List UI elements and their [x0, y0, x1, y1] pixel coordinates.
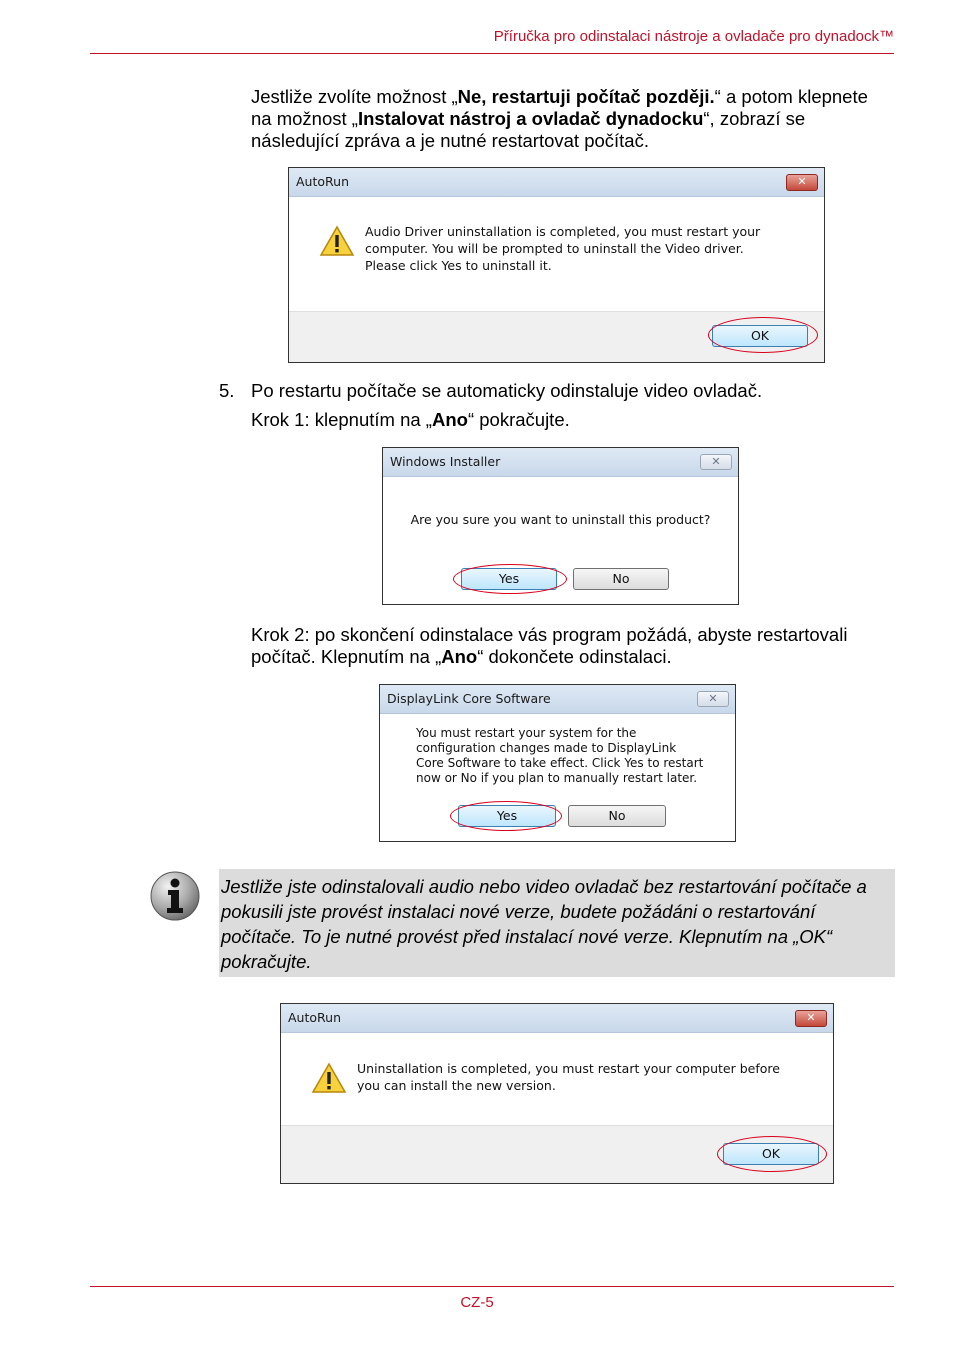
dialog-body [289, 197, 824, 312]
close-icon[interactable]: ✕ [786, 174, 818, 191]
dialog-title: AutoRun [296, 174, 349, 189]
krok2-bold: Ano [441, 646, 478, 667]
highlight-ring [450, 801, 562, 831]
dialog-title: DisplayLink Core Software [387, 691, 551, 706]
dialog-body [281, 1033, 833, 1126]
header-rule [90, 53, 894, 54]
dialog-message: Audio Driver uninstallation is completed, you must restart your computer. You will be prompted to uninstall the Video driver. Please click Yes to uninstall it. [365, 224, 761, 273]
autorun-dialog-1 [288, 167, 825, 363]
intro-bold-option-2: Instalovat nástroj a ovladač dynadocku [357, 108, 704, 129]
intro-bold-option-1: Ne, restartuji počítač později. [457, 86, 715, 107]
dialog-titlebar [281, 1004, 833, 1033]
dialog-body [380, 714, 735, 841]
info-icon [149, 870, 201, 922]
step-number: 5. [219, 380, 235, 401]
dialog-message: Uninstallation is completed, you must restart your computer before you can install the new version. [357, 1061, 780, 1093]
highlight-ring [453, 564, 567, 594]
intro-text-1: Jestliže zvolíte možnost „ [251, 86, 458, 107]
close-icon[interactable]: ✕ [697, 691, 729, 707]
intro-text-2: “ a potom klepnete na možnost „ [251, 86, 868, 129]
footer-rule [90, 1286, 894, 1287]
note-text: Jestliže jste odinstalovali audio nebo video ovladač bez restartování počítače a pokusili jste provést instalaci nové verze, budete požádáni o restartování počítače. To je nutné provést před instalací nové verze. Klepnutím na „OK“ pokračujte. [221, 876, 867, 972]
close-icon[interactable]: ✕ [795, 1010, 827, 1027]
highlight-ring [708, 317, 818, 353]
intro-text-3: “, zobrazí se následující zpráva a je nutné restartovat počítač. [251, 108, 806, 151]
warning-icon [319, 225, 355, 257]
dialog-message: You must restart your system for the configuration changes made to DisplayLink Core Software to take effect. Click Yes to restart now or No if you plan to manually restart later. [416, 726, 704, 785]
dialog-title: AutoRun [288, 1010, 341, 1025]
no-button[interactable]: No [568, 805, 666, 827]
ok-button[interactable]: OK [723, 1143, 819, 1165]
ok-button[interactable]: OK [712, 325, 808, 347]
dialog-titlebar [380, 685, 735, 714]
dialog-title: Windows Installer [390, 454, 501, 469]
dialog-button-bar [289, 311, 824, 362]
krok1-bold: Ano [431, 409, 468, 430]
warning-icon [311, 1062, 347, 1094]
dialog-message: Are you sure you want to uninstall this product? [410, 512, 711, 527]
krok2-text-1: Krok 2: po skončení odinstalace vás program požádá, abyste restartovali počítač. Klepnutím na „ [251, 624, 848, 667]
yes-button[interactable]: Yes [458, 805, 556, 827]
dialog-body [383, 477, 738, 604]
step5-text: Po restartu počítače se automaticky odinstaluje video ovladač. [251, 380, 763, 401]
highlight-ring [717, 1136, 827, 1172]
displaylink-dialog [379, 684, 736, 842]
krok1-paragraph [251, 409, 871, 431]
dialog-titlebar [383, 448, 738, 477]
krok1-text-1: Krok 1: klepnutím na „ [251, 409, 432, 430]
krok1-text-2: “ pokračujte. [467, 409, 570, 430]
windows-installer-dialog [382, 447, 739, 605]
close-icon[interactable]: ✕ [700, 454, 732, 470]
page-number: CZ-5 [460, 1294, 494, 1311]
dialog-titlebar [289, 168, 824, 197]
yes-button[interactable]: Yes [461, 568, 557, 590]
header-title: Příručka pro odinstalaci nástroje a ovladače pro dynadock™ [493, 28, 894, 45]
no-button[interactable]: No [573, 568, 669, 590]
krok2-text-2: “ dokončete odinstalaci. [477, 646, 672, 667]
intro-paragraph [251, 86, 871, 152]
autorun-dialog-2 [280, 1003, 834, 1184]
dialog-button-bar [281, 1125, 833, 1183]
krok2-paragraph [251, 624, 871, 668]
